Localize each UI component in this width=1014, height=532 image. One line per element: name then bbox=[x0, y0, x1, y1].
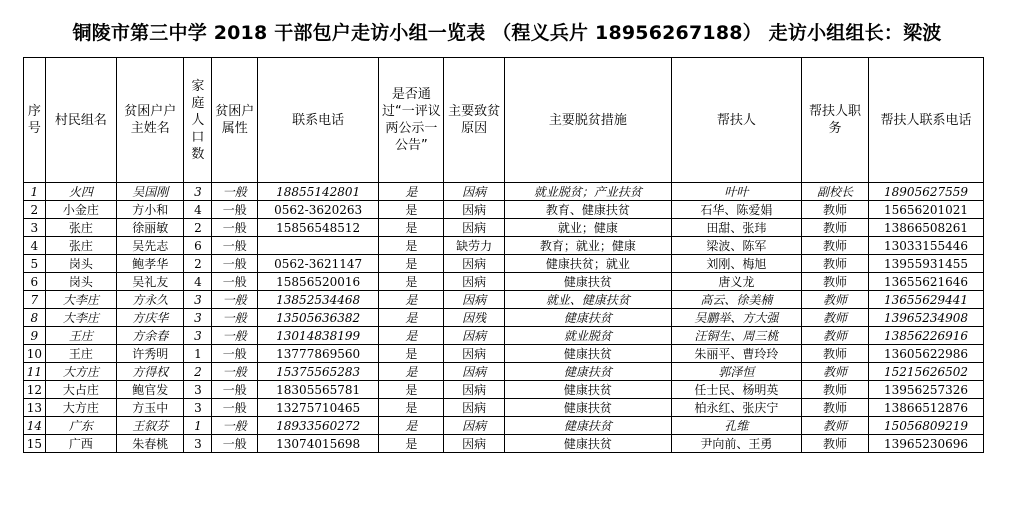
cell-group: 大李庄 bbox=[45, 291, 117, 309]
cell-helper: 朱丽平、曹玲玲 bbox=[671, 345, 801, 363]
cell-phone: 13852534468 bbox=[257, 291, 378, 309]
cell-hphone: 13856226916 bbox=[869, 327, 984, 345]
cell-phone: 18933560272 bbox=[257, 417, 378, 435]
cell-pub: 是 bbox=[379, 381, 444, 399]
cell-helper: 石华、陈爱娟 bbox=[671, 201, 801, 219]
cell-measure: 健康扶贫 bbox=[505, 309, 672, 327]
cell-name: 方玉中 bbox=[117, 399, 184, 417]
col-header: 帮扶人 bbox=[671, 58, 801, 183]
cell-no: 4 bbox=[24, 237, 46, 255]
cell-cause: 因残 bbox=[444, 309, 505, 327]
table-row bbox=[24, 345, 984, 363]
cell-pub: 是 bbox=[379, 273, 444, 291]
cell-group: 王庄 bbox=[45, 327, 117, 345]
cell-attr: 一般 bbox=[212, 345, 258, 363]
col-header: 贫困户户主姓名 bbox=[117, 58, 184, 183]
cell-cause: 因病 bbox=[444, 399, 505, 417]
cell-measure: 健康扶贫 bbox=[505, 399, 672, 417]
cell-duty: 教师 bbox=[801, 381, 868, 399]
cell-name: 方永久 bbox=[117, 291, 184, 309]
cell-pop: 1 bbox=[184, 417, 212, 435]
cell-cause: 因病 bbox=[444, 327, 505, 345]
cell-pop: 6 bbox=[184, 237, 212, 255]
cell-hphone: 15215626502 bbox=[869, 363, 984, 381]
cell-helper: 任士民、杨明英 bbox=[671, 381, 801, 399]
cell-phone: 18305565781 bbox=[257, 381, 378, 399]
cell-measure: 健康扶贫 bbox=[505, 273, 672, 291]
cell-hphone: 13956257326 bbox=[869, 381, 984, 399]
cell-group: 岗头 bbox=[45, 273, 117, 291]
cell-attr: 一般 bbox=[212, 435, 258, 453]
cell-duty: 教师 bbox=[801, 345, 868, 363]
cell-attr: 一般 bbox=[212, 201, 258, 219]
cell-attr: 一般 bbox=[212, 381, 258, 399]
col-header: 联系电话 bbox=[257, 58, 378, 183]
cell-pop: 3 bbox=[184, 327, 212, 345]
table-row bbox=[24, 399, 984, 417]
cell-helper: 高云、徐美楠 bbox=[671, 291, 801, 309]
cell-pop: 4 bbox=[184, 273, 212, 291]
cell-name: 鲍孝华 bbox=[117, 255, 184, 273]
cell-name: 吴礼友 bbox=[117, 273, 184, 291]
cell-measure: 就业脱贫；产业扶贫 bbox=[505, 183, 672, 201]
cell-hphone: 13655621646 bbox=[869, 273, 984, 291]
cell-duty: 副校长 bbox=[801, 183, 868, 201]
cell-duty: 教师 bbox=[801, 291, 868, 309]
cell-hphone: 13955931455 bbox=[869, 255, 984, 273]
cell-measure: 就业脱贫 bbox=[505, 327, 672, 345]
cell-hphone: 18905627559 bbox=[869, 183, 984, 201]
cell-pub: 是 bbox=[379, 201, 444, 219]
cell-pop: 3 bbox=[184, 435, 212, 453]
cell-hphone: 13866512876 bbox=[869, 399, 984, 417]
cell-cause: 因病 bbox=[444, 183, 505, 201]
cell-no: 11 bbox=[24, 363, 46, 381]
cell-duty: 教师 bbox=[801, 363, 868, 381]
cell-cause: 因病 bbox=[444, 219, 505, 237]
cell-pub: 是 bbox=[379, 435, 444, 453]
cell-cause: 因病 bbox=[444, 417, 505, 435]
cell-no: 1 bbox=[24, 183, 46, 201]
table-row bbox=[24, 435, 984, 453]
cell-hphone: 13033155446 bbox=[869, 237, 984, 255]
cell-pub: 是 bbox=[379, 183, 444, 201]
cell-phone: 13505636382 bbox=[257, 309, 378, 327]
cell-phone: 13074015698 bbox=[257, 435, 378, 453]
cell-no: 3 bbox=[24, 219, 46, 237]
cell-name: 方得权 bbox=[117, 363, 184, 381]
table-row bbox=[24, 201, 984, 219]
cell-attr: 一般 bbox=[212, 273, 258, 291]
table-row bbox=[24, 255, 984, 273]
cell-pub: 是 bbox=[379, 237, 444, 255]
cell-phone: 13777869560 bbox=[257, 345, 378, 363]
cell-cause: 因病 bbox=[444, 363, 505, 381]
cell-attr: 一般 bbox=[212, 291, 258, 309]
cell-helper: 郭泽恒 bbox=[671, 363, 801, 381]
cell-pop: 3 bbox=[184, 183, 212, 201]
cell-cause: 因病 bbox=[444, 381, 505, 399]
cell-measure: 健康扶贫 bbox=[505, 435, 672, 453]
cell-attr: 一般 bbox=[212, 327, 258, 345]
table-row bbox=[24, 417, 984, 435]
cell-no: 15 bbox=[24, 435, 46, 453]
cell-group: 小金庄 bbox=[45, 201, 117, 219]
cell-name: 吴先志 bbox=[117, 237, 184, 255]
cell-hphone: 13655629441 bbox=[869, 291, 984, 309]
cell-pop: 3 bbox=[184, 309, 212, 327]
cell-group: 张庄 bbox=[45, 219, 117, 237]
cell-pop: 1 bbox=[184, 345, 212, 363]
cell-hphone: 13965230696 bbox=[869, 435, 984, 453]
cell-pop: 3 bbox=[184, 381, 212, 399]
table-row bbox=[24, 327, 984, 345]
cell-group: 大李庄 bbox=[45, 309, 117, 327]
cell-group: 大占庄 bbox=[45, 381, 117, 399]
cell-group: 大方庄 bbox=[45, 363, 117, 381]
cell-name: 鲍官发 bbox=[117, 381, 184, 399]
table-row bbox=[24, 219, 984, 237]
cell-helper: 唐义龙 bbox=[671, 273, 801, 291]
col-header: 帮扶人职务 bbox=[801, 58, 868, 183]
cell-helper: 汪铜生、周三桃 bbox=[671, 327, 801, 345]
cell-cause: 因病 bbox=[444, 435, 505, 453]
cell-name: 朱春桃 bbox=[117, 435, 184, 453]
cell-measure: 就业；健康 bbox=[505, 219, 672, 237]
col-header: 家庭人口数 bbox=[184, 58, 212, 183]
table-row bbox=[24, 183, 984, 201]
cell-attr: 一般 bbox=[212, 363, 258, 381]
cell-duty: 教师 bbox=[801, 309, 868, 327]
cell-group: 张庄 bbox=[45, 237, 117, 255]
cell-pub: 是 bbox=[379, 219, 444, 237]
cell-group: 广东 bbox=[45, 417, 117, 435]
cell-helper: 叶叶 bbox=[671, 183, 801, 201]
cell-measure: 就业、健康扶贫 bbox=[505, 291, 672, 309]
cell-hphone: 15656201021 bbox=[869, 201, 984, 219]
cell-attr: 一般 bbox=[212, 219, 258, 237]
cell-measure: 教育、健康扶贫 bbox=[505, 201, 672, 219]
cell-pub: 是 bbox=[379, 327, 444, 345]
cell-hphone: 15056809219 bbox=[869, 417, 984, 435]
table-row bbox=[24, 363, 984, 381]
cell-name: 方余春 bbox=[117, 327, 184, 345]
col-header: 村民组名 bbox=[45, 58, 117, 183]
cell-pub: 是 bbox=[379, 399, 444, 417]
cell-measure: 健康扶贫 bbox=[505, 417, 672, 435]
cell-helper: 梁波、陈军 bbox=[671, 237, 801, 255]
cell-helper: 吴鹏举、方大强 bbox=[671, 309, 801, 327]
col-header: 贫困户属性 bbox=[212, 58, 258, 183]
cell-group: 广西 bbox=[45, 435, 117, 453]
cell-cause: 缺劳力 bbox=[444, 237, 505, 255]
cell-pop: 2 bbox=[184, 255, 212, 273]
cell-no: 14 bbox=[24, 417, 46, 435]
cell-no: 10 bbox=[24, 345, 46, 363]
cell-duty: 教师 bbox=[801, 417, 868, 435]
cell-duty: 教师 bbox=[801, 327, 868, 345]
cell-phone: 13014838199 bbox=[257, 327, 378, 345]
cell-duty: 教师 bbox=[801, 273, 868, 291]
cell-attr: 一般 bbox=[212, 417, 258, 435]
cell-duty: 教师 bbox=[801, 219, 868, 237]
col-header: 序号 bbox=[24, 58, 46, 183]
cell-phone: 0562-3621147 bbox=[257, 255, 378, 273]
cell-cause: 因病 bbox=[444, 273, 505, 291]
col-header: 主要脱贫措施 bbox=[505, 58, 672, 183]
cell-pub: 是 bbox=[379, 291, 444, 309]
cell-name: 徐丽敏 bbox=[117, 219, 184, 237]
cell-cause: 因病 bbox=[444, 255, 505, 273]
cell-no: 13 bbox=[24, 399, 46, 417]
cell-measure: 健康扶贫；就业 bbox=[505, 255, 672, 273]
poverty-visit-table bbox=[23, 57, 984, 453]
cell-cause: 因病 bbox=[444, 291, 505, 309]
cell-name: 许秀明 bbox=[117, 345, 184, 363]
col-header: 帮扶人联系电话 bbox=[869, 58, 984, 183]
page-title: 铜陵市第三中学 2018 干部包户走访小组一览表 （程义兵片 18956267188） 走访小组组长：梁波 bbox=[72, 22, 942, 44]
cell-measure: 健康扶贫 bbox=[505, 363, 672, 381]
cell-no: 6 bbox=[24, 273, 46, 291]
cell-attr: 一般 bbox=[212, 399, 258, 417]
col-header: 主要致贫原因 bbox=[444, 58, 505, 183]
cell-hphone: 13965234908 bbox=[869, 309, 984, 327]
cell-group: 火四 bbox=[45, 183, 117, 201]
cell-helper: 尹向前、王勇 bbox=[671, 435, 801, 453]
cell-pub: 是 bbox=[379, 345, 444, 363]
cell-phone bbox=[257, 237, 378, 255]
cell-pop: 3 bbox=[184, 399, 212, 417]
cell-pub: 是 bbox=[379, 417, 444, 435]
table-row bbox=[24, 381, 984, 399]
cell-no: 12 bbox=[24, 381, 46, 399]
table-row bbox=[24, 309, 984, 327]
cell-attr: 一般 bbox=[212, 255, 258, 273]
cell-group: 王庄 bbox=[45, 345, 117, 363]
cell-measure: 健康扶贫 bbox=[505, 345, 672, 363]
cell-helper: 刘刚、梅旭 bbox=[671, 255, 801, 273]
cell-pop: 3 bbox=[184, 291, 212, 309]
cell-name: 吴国刚 bbox=[117, 183, 184, 201]
table-row bbox=[24, 273, 984, 291]
cell-duty: 教师 bbox=[801, 255, 868, 273]
cell-name: 方小和 bbox=[117, 201, 184, 219]
cell-no: 2 bbox=[24, 201, 46, 219]
cell-phone: 18855142801 bbox=[257, 183, 378, 201]
cell-attr: 一般 bbox=[212, 309, 258, 327]
cell-no: 7 bbox=[24, 291, 46, 309]
cell-pub: 是 bbox=[379, 309, 444, 327]
cell-pop: 4 bbox=[184, 201, 212, 219]
cell-cause: 因病 bbox=[444, 345, 505, 363]
cell-helper: 柏永红、张庆宁 bbox=[671, 399, 801, 417]
cell-phone: 15856520016 bbox=[257, 273, 378, 291]
cell-name: 方庆华 bbox=[117, 309, 184, 327]
cell-group: 岗头 bbox=[45, 255, 117, 273]
cell-pub: 是 bbox=[379, 255, 444, 273]
cell-name: 王叙芬 bbox=[117, 417, 184, 435]
cell-measure: 健康扶贫 bbox=[505, 381, 672, 399]
cell-pop: 2 bbox=[184, 219, 212, 237]
cell-helper: 孔维 bbox=[671, 417, 801, 435]
cell-attr: 一般 bbox=[212, 183, 258, 201]
cell-hphone: 13605622986 bbox=[869, 345, 984, 363]
table-row bbox=[24, 237, 984, 255]
cell-no: 5 bbox=[24, 255, 46, 273]
cell-cause: 因病 bbox=[444, 201, 505, 219]
cell-pub: 是 bbox=[379, 363, 444, 381]
cell-measure: 教育；就业；健康 bbox=[505, 237, 672, 255]
cell-duty: 教师 bbox=[801, 435, 868, 453]
cell-duty: 教师 bbox=[801, 201, 868, 219]
cell-no: 8 bbox=[24, 309, 46, 327]
cell-duty: 教师 bbox=[801, 237, 868, 255]
cell-phone: 15375565283 bbox=[257, 363, 378, 381]
cell-attr: 一般 bbox=[212, 237, 258, 255]
table-row bbox=[24, 291, 984, 309]
header-row bbox=[24, 58, 984, 183]
cell-phone: 15856548512 bbox=[257, 219, 378, 237]
cell-phone: 13275710465 bbox=[257, 399, 378, 417]
cell-group: 大方庄 bbox=[45, 399, 117, 417]
cell-phone: 0562-3620263 bbox=[257, 201, 378, 219]
cell-no: 9 bbox=[24, 327, 46, 345]
col-header: 是否通过“一评议两公示一公告” bbox=[379, 58, 444, 183]
cell-hphone: 13866508261 bbox=[869, 219, 984, 237]
cell-helper: 田甜、张玮 bbox=[671, 219, 801, 237]
cell-duty: 教师 bbox=[801, 399, 868, 417]
cell-pop: 2 bbox=[184, 363, 212, 381]
